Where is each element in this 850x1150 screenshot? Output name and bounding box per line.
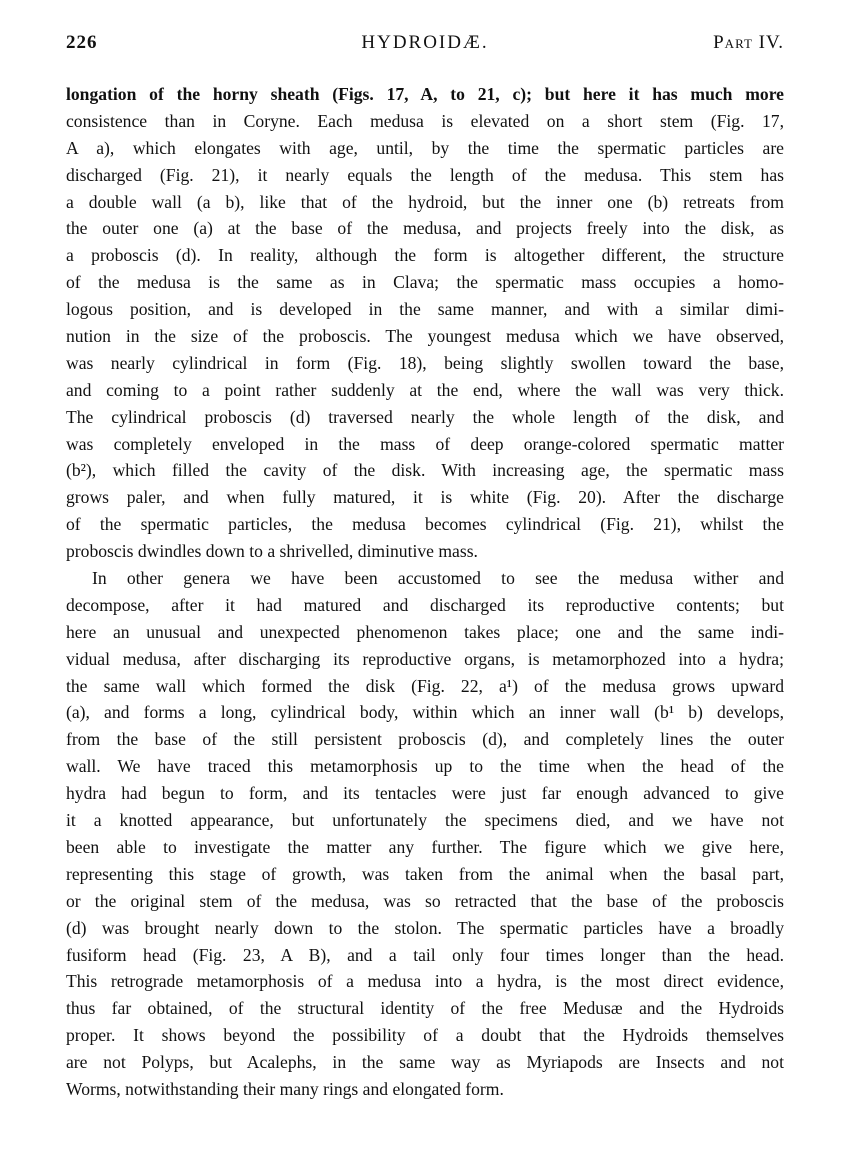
text-line: vidual medusa, after discharging its reproductive organs, is metamorphozed into a hydra; [66,648,784,669]
text-line: a proboscis (d). In reality, although the form is altogether different, the structure [66,245,784,266]
text-line: (d) was brought nearly down to the stolon. The spermatic particles have a broadly [66,917,784,938]
text-line: from the base of the still persistent proboscis (d), and completely lines the outer [66,729,784,750]
text-line: A a), which elongates with age, until, by the time the spermatic particles are [66,137,784,158]
text-line: here an unusual and unexpected phenomenon takes place; one and the same indi- [66,621,784,642]
text-line: In other genera we have been accustomed to see the medusa wither and [92,568,784,589]
text-line: wall. We have traced this metamorphosis up to the time when the head of the [66,756,784,777]
text-line: are not Polyps, but Acalephs, in the same way as Myriapods are Insects and not [66,1052,784,1073]
running-header [66,32,784,62]
running-title: HYDROIDÆ. [361,32,489,53]
text-line: been able to investigate the matter any further. The figure which we give here, [66,836,784,857]
text-line: (a), and forms a long, cylindrical body, within which an inner wall (b¹ b) develops, [66,702,784,723]
text-line: consistence than in Coryne. Each medusa is elevated on a short stem (Fig. 17, [66,110,784,131]
text-line: fusiform head (Fig. 23, A B), and a tail only four times longer than the head. [66,944,784,965]
text-line: it a knotted appearance, but unfortunately the specimens died, and we have not [66,810,784,831]
text-line: decompose, after it had matured and discharged its reproductive contents; but [66,594,784,615]
text-line: Worms, notwithstanding their many rings and elongated form. [66,1078,504,1099]
text-line: and coming to a point rather suddenly at the end, where the wall was very thick. [66,379,784,400]
text-line: (b²), which filled the cavity of the disk. With increasing age, the spermatic mass [66,460,784,481]
text-line: proper. It shows beyond the possibility of a doubt that the Hydroids themselves [66,1025,784,1046]
text-line: longation of the horny sheath (Figs. 17, A, to 21, c); but here it has much more [66,84,784,104]
text-line: logous position, and is developed in the same manner, and with a similar dimi- [66,299,784,320]
text-line: grows paler, and when fully matured, it is white (Fig. 20). After the discharge [66,487,784,508]
text-line: proboscis dwindles down to a shrivelled, diminutive mass. [66,541,478,562]
text-line: the same wall which formed the disk (Fig. 22, a¹) of the medusa grows upward [66,675,784,696]
text-line: or the original stem of the medusa, was so retracted that the base of the proboscis [66,890,784,911]
text-line: was completely enveloped in the mass of deep orange-colored spermatic matter [66,433,784,454]
text-line: This retrograde metamorphosis of a medusa into a hydra, is the most direct evidence, [66,971,784,992]
text-line: of the medusa is the same as in Clava; the spermatic mass occupies a homo- [66,272,784,293]
text-line: a double wall (a b), like that of the hydroid, but the inner one (b) retreats from [66,191,784,212]
text-line: nution in the size of the proboscis. The youngest medusa which we have observed, [66,326,784,347]
part-label: Part IV. [713,32,784,53]
text-line: representing this stage of growth, was taken from the animal when the basal part, [66,863,784,884]
text-line: was nearly cylindrical in form (Fig. 18), being slightly swollen toward the base, [66,352,784,373]
text-line: the outer one (a) at the base of the medusa, and projects freely into the disk, as [66,218,784,239]
text-line: thus far obtained, of the structural identity of the free Medusæ and the Hydroids [66,998,784,1019]
text-line: The cylindrical proboscis (d) traversed nearly the whole length of the disk, and [66,406,784,427]
text-line: of the spermatic particles, the medusa becomes cylindrical (Fig. 21), whilst the [66,514,784,535]
page-number: 226 [66,32,98,53]
text-line: discharged (Fig. 21), it nearly equals the length of the medusa. This stem has [66,164,784,185]
text-line: hydra had begun to form, and its tentacles were just far enough advanced to give [66,783,784,804]
body-text [66,81,784,1103]
